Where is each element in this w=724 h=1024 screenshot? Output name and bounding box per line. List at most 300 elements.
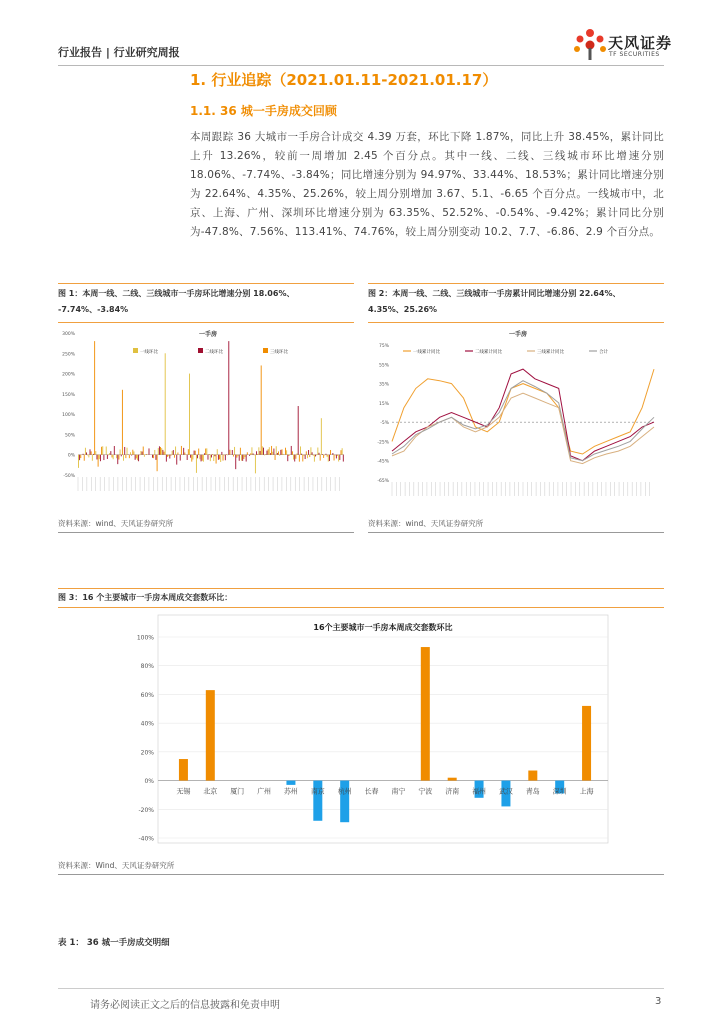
x-tick-label: 南京 [310, 787, 325, 796]
series-bar [338, 455, 339, 462]
series-bar [90, 449, 91, 454]
figure1-y-axis [62, 331, 76, 479]
y-tick-label: 200% [62, 372, 75, 378]
figure1-bottom-rule [58, 532, 354, 533]
series-bar [255, 455, 256, 474]
series-bar [317, 448, 318, 455]
series-bar [275, 455, 276, 460]
series-bar [80, 455, 81, 458]
series-bar [316, 455, 317, 456]
series-bar [162, 450, 163, 455]
series-bar [261, 365, 262, 454]
series-bar [86, 452, 87, 454]
bar-9 [421, 647, 430, 781]
series-bar [91, 451, 92, 454]
legend-swatch [263, 348, 268, 353]
series-bar [121, 455, 122, 457]
series-bar [336, 455, 337, 459]
series-bar [201, 455, 202, 462]
x-tick-label: 宁波 [418, 787, 433, 796]
legend-label: 三线环比 [270, 350, 288, 355]
x-tick-label: 青岛 [525, 787, 540, 796]
x-tick-label: 无锡 [176, 787, 191, 796]
series-bar [220, 455, 221, 462]
series-bar [277, 453, 278, 455]
figure2-title: 图 2：本周一线、二线、三线城市一手房累计同比增速分别 22.64%、 4.35%、25.26% [368, 289, 621, 314]
series-bar [173, 450, 174, 455]
series-bar [302, 455, 303, 462]
legend-swatch [133, 348, 138, 353]
bar-4 [286, 781, 295, 785]
figure1-chart [58, 325, 354, 510]
series-bar [294, 455, 295, 462]
series-bar [130, 452, 131, 454]
series-bar [309, 455, 310, 457]
series-bar [293, 455, 294, 460]
figure2-source: 资料来源：wind、天风证券研究所 [368, 519, 484, 528]
x-tick-label: 苏州 [283, 787, 298, 796]
figure2-x-axis [392, 482, 650, 496]
series-bar [191, 455, 192, 462]
series-line-2 [392, 393, 654, 463]
series-bar [212, 454, 213, 455]
series-bar [160, 447, 161, 455]
figure1-x-axis [78, 477, 340, 491]
series-bar [298, 406, 299, 455]
series-bar [137, 455, 138, 461]
series-bar [132, 450, 133, 455]
series-bar [196, 455, 197, 473]
series-bar [270, 453, 271, 455]
bar-10 [448, 778, 457, 781]
x-tick-label: 广州 [257, 787, 272, 796]
series-bar [260, 451, 261, 455]
series-bar [100, 455, 101, 461]
series-bar [342, 448, 343, 455]
legend-label: 一线累计同比 [413, 350, 440, 355]
logo-subtext: TF SECURITIES [609, 51, 660, 58]
figure2-y-axis [377, 343, 389, 484]
table1-title: 表 1： 36 城一手房成交明细 [58, 938, 170, 948]
series-bar [161, 448, 162, 455]
series-bar [153, 455, 154, 458]
series-bar [250, 453, 251, 454]
series-bar [242, 455, 243, 461]
series-bar [268, 449, 269, 454]
series-bar [164, 452, 165, 455]
figure3-title-rule [58, 607, 664, 608]
series-bar [334, 455, 335, 461]
series-bar [219, 455, 220, 460]
series-bar [194, 451, 195, 455]
series-bar [88, 455, 89, 458]
series-bar [223, 455, 224, 461]
series-bar [125, 455, 126, 458]
series-bar [306, 451, 307, 454]
series-bar [146, 454, 147, 455]
page-number: 3 [655, 996, 662, 1007]
series-bar [159, 446, 160, 454]
series-bar [184, 452, 185, 454]
series-bar [308, 450, 309, 455]
series-bar [127, 448, 128, 455]
series-bar [166, 455, 167, 462]
series-bar [99, 455, 100, 459]
y-tick-label: 0% [67, 453, 75, 459]
series-bar [210, 455, 211, 461]
series-bar [188, 449, 189, 455]
figure3-source: 资料来源：Wind、天风证券研究所 [58, 861, 175, 870]
series-bar [295, 455, 296, 459]
legend-label: 三线累计同比 [537, 350, 564, 355]
series-bar [286, 450, 287, 454]
y-tick-label: -25% [377, 440, 389, 446]
series-bar [158, 448, 159, 455]
y-tick-label: 15% [378, 401, 389, 407]
series-bar [256, 451, 257, 454]
series-bar [92, 455, 93, 461]
series-bar [225, 455, 226, 461]
series-bar [269, 447, 270, 455]
y-tick-label: 0% [144, 778, 154, 786]
series-bar [297, 453, 298, 454]
figure3-bars [179, 647, 591, 822]
series-bar [271, 446, 272, 455]
figure3-title: 图 3：16 个主要城市一手房本周成交套数环比： [58, 593, 233, 602]
series-bar [235, 455, 236, 469]
x-tick-label: 深圳 [552, 787, 567, 796]
x-tick-label: 南宁 [391, 787, 406, 796]
x-tick-label: 上海 [579, 787, 594, 796]
series-bar [180, 455, 181, 461]
series-bar [307, 455, 308, 459]
series-bar [258, 447, 259, 454]
series-bar [232, 450, 233, 455]
figure3-chart [58, 610, 664, 850]
report-category: 行业报告 | 行业研究周报 [58, 46, 180, 59]
series-bar [97, 455, 98, 460]
series-bar [213, 455, 214, 461]
series-bar [84, 455, 85, 461]
series-bar [264, 455, 265, 456]
series-bar [305, 455, 306, 459]
series-bar [272, 452, 273, 455]
figure3-gridlines [158, 637, 608, 838]
series-bar [101, 447, 102, 455]
figure1-title: 图 1：本周一线、二线、三线城市一手房环比增速分别 18.06%、 -7.74%、-3.84% [58, 289, 295, 314]
series-bar [245, 455, 246, 457]
series-bar [167, 455, 168, 457]
series-bar [243, 455, 244, 459]
series-bar [143, 447, 144, 455]
series-bar [169, 455, 170, 459]
series-bar [138, 455, 139, 462]
y-tick-label: 80% [140, 663, 154, 671]
x-tick-label: 福州 [472, 787, 487, 796]
series-bar [227, 455, 228, 456]
series-bar [174, 455, 175, 458]
figure2-bottom-rule [368, 532, 664, 533]
series-bar [228, 341, 229, 455]
figure3-top-rule [58, 588, 664, 589]
series-bar [117, 455, 118, 464]
series-bar [273, 449, 274, 455]
series-bar [154, 450, 155, 455]
series-bar [123, 455, 124, 461]
figure2-chart-title: 一手房 [508, 331, 528, 338]
y-tick-label: 100% [136, 634, 154, 642]
y-tick-label: 20% [140, 749, 154, 757]
series-bar [304, 455, 305, 456]
series-bar [95, 451, 96, 455]
series-bar [83, 454, 84, 455]
series-bar [216, 455, 217, 464]
y-tick-label: 150% [62, 392, 75, 398]
series-bar [341, 450, 342, 455]
series-bar [140, 451, 141, 455]
series-bar [280, 450, 281, 455]
subsection-heading: 1.1. 36 城一手房成交回顾 [190, 104, 337, 118]
series-bar [124, 447, 125, 455]
series-bar [98, 455, 99, 467]
series-bar [177, 453, 178, 455]
y-tick-label: -40% [138, 835, 154, 843]
series-bar [157, 455, 158, 471]
x-tick-label: 长春 [364, 787, 379, 796]
series-bar [109, 453, 110, 455]
series-bar [171, 455, 172, 456]
series-bar [165, 353, 166, 454]
series-bar [106, 447, 107, 455]
x-tick-label: 厦门 [230, 787, 245, 796]
series-bar [233, 455, 234, 457]
figure2-top-rule [368, 283, 664, 284]
series-bar [328, 455, 329, 462]
y-tick-label: -20% [138, 806, 154, 814]
series-bar [249, 455, 250, 456]
y-tick-label: 60% [140, 691, 154, 699]
x-tick-label: 北京 [203, 787, 218, 796]
series-bar [257, 454, 258, 455]
series-bar [283, 454, 284, 455]
series-bar [343, 455, 344, 462]
series-bar [288, 455, 289, 456]
series-bar [301, 454, 302, 455]
figure1-top-rule [58, 283, 354, 284]
series-bar [282, 449, 283, 454]
logo-text: 天风证券 [608, 34, 673, 52]
series-bar [136, 455, 137, 459]
series-bar [176, 455, 177, 465]
series-bar [94, 341, 95, 455]
series-bar [327, 455, 328, 457]
series-bar [262, 446, 263, 454]
series-bar [209, 454, 210, 455]
y-tick-label: 40% [140, 720, 154, 728]
x-tick-label: 济南 [445, 787, 460, 796]
series-bar [122, 390, 123, 455]
series-bar [285, 448, 286, 455]
figure1-series [78, 341, 344, 473]
series-bar [168, 455, 169, 457]
series-bar [110, 451, 111, 455]
section-heading: 1. 行业追踪（2021.01.11-2021.01.17） [190, 71, 498, 89]
bar-1 [206, 690, 215, 780]
series-bar [198, 449, 199, 455]
series-bar [149, 448, 150, 454]
figure1-legend [133, 348, 288, 355]
series-bar [118, 455, 119, 460]
series-bar [139, 455, 140, 456]
series-bar [339, 455, 340, 460]
series-bar [78, 455, 79, 468]
series-bar [187, 455, 188, 460]
y-tick-label: -65% [377, 479, 389, 484]
series-bar [291, 446, 292, 455]
legend-label: 合计 [599, 350, 608, 355]
series-bar [325, 454, 326, 455]
series-bar [113, 455, 114, 460]
bar-0 [179, 759, 188, 781]
series-bar [323, 455, 324, 458]
series-bar [102, 446, 103, 454]
series-bar [251, 447, 252, 454]
series-bar [199, 455, 200, 460]
figure1-source: 资料来源：wind、天风证券研究所 [58, 519, 174, 528]
series-bar [234, 447, 235, 455]
x-tick-label: 杭州 [337, 787, 352, 796]
series-bar [114, 446, 115, 455]
series-bar [330, 450, 331, 455]
figure3-x-axis [176, 787, 593, 796]
footer-disclaimer: 请务必阅读正文之后的信息披露和免责申明 [90, 1000, 280, 1011]
figure2-title-rule [368, 322, 664, 323]
series-bar [116, 455, 117, 459]
figure2-series [392, 369, 654, 464]
figure1-chart-title: 一手房 [198, 331, 218, 338]
series-bar [236, 455, 237, 458]
series-bar [321, 418, 322, 455]
series-bar [203, 455, 204, 462]
series-bar [221, 452, 222, 455]
series-bar [335, 455, 336, 456]
series-bar [181, 446, 182, 455]
series-bar [314, 455, 315, 462]
series-bar [322, 454, 323, 455]
y-tick-label: -50% [63, 474, 75, 479]
series-bar [155, 455, 156, 460]
series-bar [103, 455, 104, 460]
series-bar [79, 455, 80, 460]
legend-swatch [198, 348, 203, 353]
series-bar [152, 455, 153, 458]
series-bar [265, 454, 266, 455]
series-bar [129, 455, 130, 458]
figure3-bottom-rule [58, 874, 664, 875]
series-bar [93, 454, 94, 455]
series-bar [278, 451, 279, 454]
series-bar [205, 449, 206, 455]
y-tick-label: -5% [380, 421, 389, 427]
series-bar [263, 448, 264, 455]
series-bar [217, 449, 218, 455]
series-bar [120, 449, 121, 454]
series-bar [85, 448, 86, 455]
figure3-chart-title: 16个主要城市一手房本周成交套数环比 [313, 623, 453, 632]
series-bar [204, 453, 205, 454]
series-bar [87, 455, 88, 456]
y-tick-label: -45% [377, 459, 389, 465]
series-bar [202, 455, 203, 461]
series-bar [135, 455, 136, 460]
legend-label: 二线环比 [205, 350, 223, 355]
series-bar [315, 455, 316, 457]
series-bar [195, 451, 196, 455]
series-bar [312, 452, 313, 454]
series-bar [313, 455, 314, 456]
series-bar [206, 448, 207, 454]
legend-label: 一线环比 [140, 350, 158, 355]
series-bar [310, 447, 311, 454]
series-bar [112, 455, 113, 458]
series-bar [299, 455, 300, 462]
series-bar [239, 455, 240, 461]
series-bar [332, 453, 333, 455]
series-bar [190, 455, 191, 458]
x-tick-label: 武汉 [498, 787, 513, 796]
series-bar [241, 455, 242, 461]
series-bar [337, 455, 338, 456]
y-tick-label: 300% [62, 332, 75, 337]
footer-divider [58, 988, 664, 989]
figure2-legend [403, 348, 608, 355]
series-bar [214, 455, 215, 457]
series-bar [329, 455, 330, 461]
series-bar [319, 453, 320, 455]
series-bar [175, 446, 176, 454]
y-tick-label: 35% [378, 382, 389, 388]
series-bar [142, 452, 143, 455]
y-tick-label: 50% [64, 433, 75, 439]
series-bar [292, 451, 293, 454]
header-divider [58, 65, 664, 66]
series-bar [131, 455, 132, 456]
series-line-0 [392, 369, 654, 454]
series-bar [230, 450, 231, 455]
series-bar [211, 455, 212, 458]
figure1-title-rule [58, 322, 354, 323]
y-tick-label: 75% [378, 344, 389, 349]
company-logo-icon [570, 26, 610, 64]
series-bar [320, 455, 321, 461]
series-bar [324, 455, 325, 456]
figure3-y-axis [137, 635, 154, 843]
y-tick-label: 250% [62, 352, 75, 358]
series-bar [253, 453, 254, 454]
figure2-chart [368, 325, 664, 510]
series-bar [208, 455, 209, 460]
series-bar [218, 455, 219, 460]
series-bar [107, 455, 108, 459]
series-bar [287, 455, 288, 461]
series-bar [189, 374, 190, 455]
series-bar [246, 455, 247, 462]
series-bar [172, 451, 173, 455]
y-tick-label: 55% [378, 363, 389, 369]
series-bar [279, 455, 280, 456]
bar-13 [528, 771, 537, 781]
series-bar [300, 446, 301, 454]
